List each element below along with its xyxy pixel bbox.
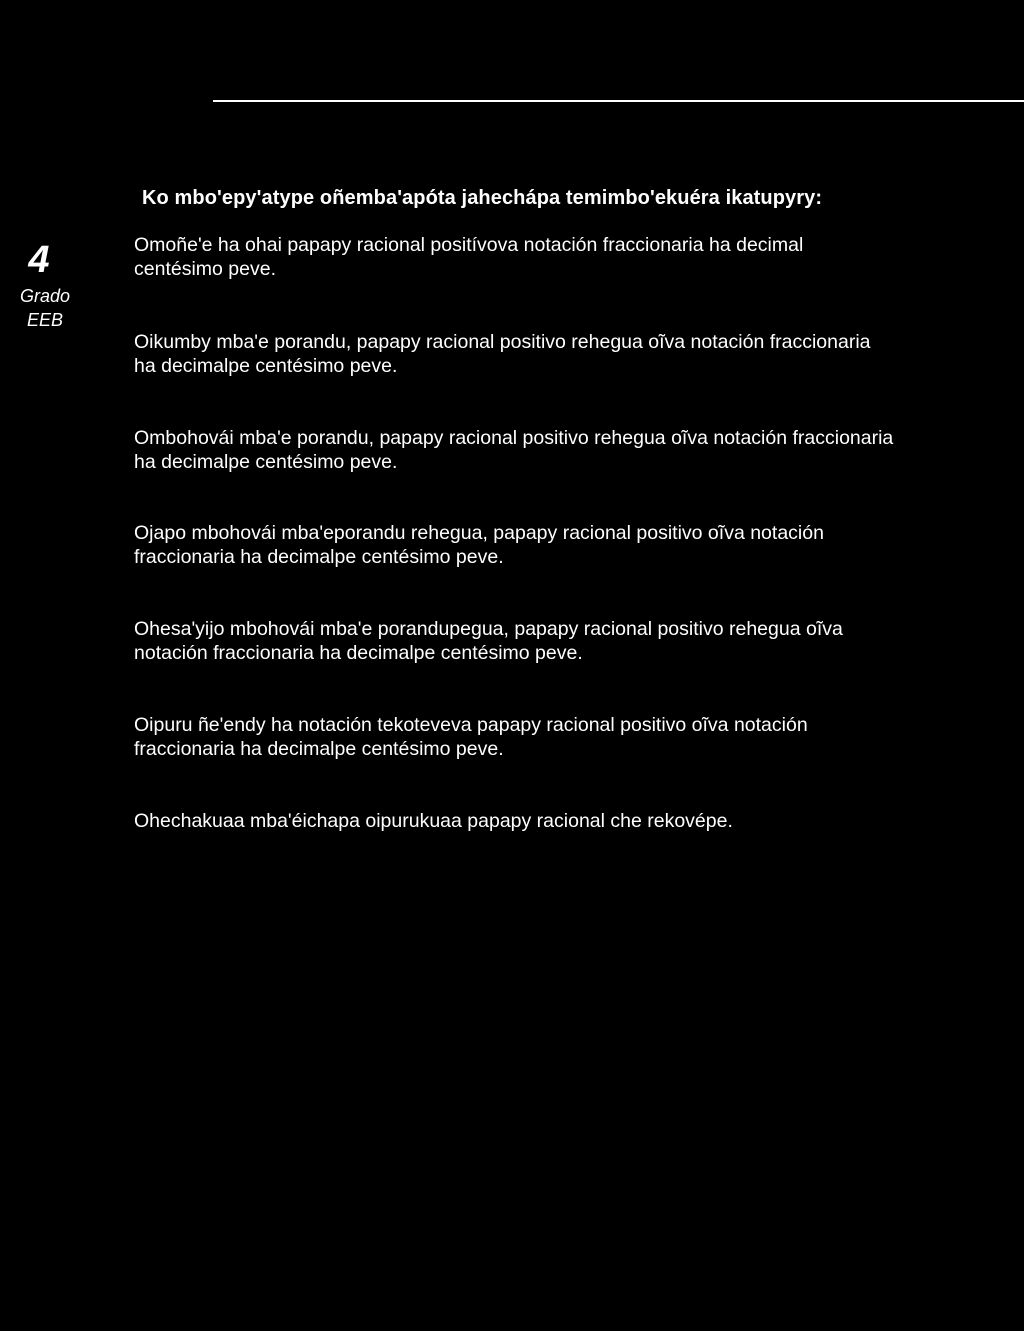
grade-level: EEB <box>26 310 64 330</box>
grade-label: Grado <box>19 286 71 306</box>
indicator-item-4: Ojapo mbohovái mba'eporandu rehegua, papapy racional positivo oĩva notación fraccionaria ha decimalpe centésimo peve. <box>134 522 824 568</box>
indicator-item-6: Oipuru ñe'endy ha notación tekoteveva papapy racional positivo oĩva notación fraccionaria ha decimalpe centésimo peve. <box>134 714 808 760</box>
indicator-item-3: Ombohovái mba'e porandu, papapy racional positivo rehegua oĩva notación fraccionaria ha decimalpe centésimo peve. <box>134 427 894 473</box>
indicator-item-1: Omoñe'e ha ohai papapy racional positívova notación fraccionaria ha decimal centésimo peve. <box>134 234 804 280</box>
section-heading: Ko mbo'epy'atype oñemba'apóta jahechápa temimbo'ekuéra ikatupyry: <box>142 187 823 209</box>
grade-indicator <box>10 236 80 332</box>
indicator-item-7: Ohechakuaa mba'éichapa oipurukuaa papapy racional che rekovépe. <box>134 810 733 832</box>
indicator-item-2: Oikumby mba'e porandu, papapy racional positivo rehegua oĩva notación fraccionaria ha decimalpe centésimo peve. <box>134 331 871 377</box>
top-divider <box>213 100 1024 102</box>
indicator-item-5: Ohesa'yijo mbohovái mba'e porandupegua, papapy racional positivo rehegua oĩva notación fraccionaria ha decimalpe centésimo peve. <box>134 618 843 664</box>
grade-number: 4 <box>28 239 50 281</box>
